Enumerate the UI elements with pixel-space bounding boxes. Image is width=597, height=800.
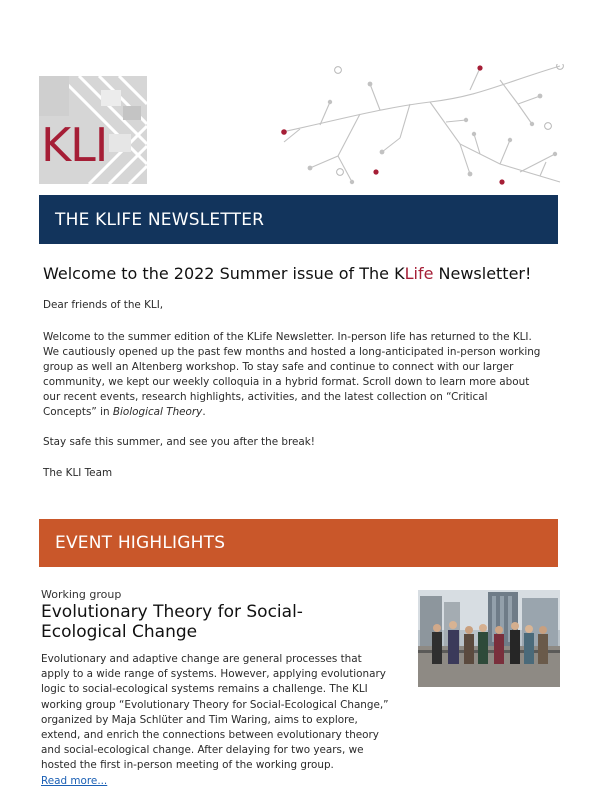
newsletter-banner	[39, 195, 558, 244]
letter-paragraph-end: .	[202, 406, 206, 418]
letter-signoff: The KLI Team	[43, 467, 113, 479]
letter-paragraph-text: Welcome to the summer edition of the KLife Newsletter. In-person life has returned to the KLI. We cautiously opened up the past few months and hosted a long-anticipated in-person working group as well an Altenberg workshop. To stay safe and continue to connect with our larger community, we kept our weekly colloquia in a hybrid format. Scroll down to learn more about our recent events, research highlights, activities, and the latest collection on “Critical Concepts” in	[43, 331, 541, 418]
newsletter-banner-title: THE KLIFE NEWSLETTER	[55, 209, 265, 230]
event-highlights-banner	[39, 519, 558, 567]
event-group-photo[interactable]	[418, 590, 560, 687]
event-category: Working group	[41, 588, 122, 601]
event-highlights-title: EVENT HIGHLIGHTS	[55, 533, 226, 553]
letter-greeting: Dear friends of the KLI,	[43, 299, 164, 311]
event-description-text: Evolutionary and adaptive change are general processes that apply to a wide range of systems. However, applying evolutionary logic to social-ecological systems remains a challenge. The KLI working group “Evolutionary Theory for Social-Ecological Change,” organized by Maja Schlüter and Tim Waring, aims to explore, extend, and enrich the connections between evolutionary theory and social-ecological change. After delaying for two years, we hosted the first in-person meeting of the working group.	[41, 653, 389, 772]
kli-logo[interactable]	[39, 76, 147, 184]
read-more-link[interactable]: Read more...	[41, 774, 108, 787]
event-title[interactable]: Evolutionary Theory for Social-Ecological Change	[41, 602, 303, 642]
event-description	[41, 652, 391, 789]
letter-paragraph-journal: Biological Theory	[112, 406, 203, 418]
letter-stay-safe: Stay safe this summer, and see you after the break!	[43, 436, 315, 448]
welcome-heading-suffix: Newsletter!	[433, 264, 532, 283]
welcome-heading	[43, 264, 563, 283]
group-photo-image	[418, 590, 560, 687]
welcome-heading-prefix: Welcome to the 2022 Summer issue of The K	[43, 264, 405, 283]
logo-wordmark: KLI	[41, 118, 108, 172]
welcome-heading-accent: Life	[404, 264, 434, 283]
branch-illustration	[270, 64, 570, 189]
letter-paragraph	[43, 330, 543, 420]
